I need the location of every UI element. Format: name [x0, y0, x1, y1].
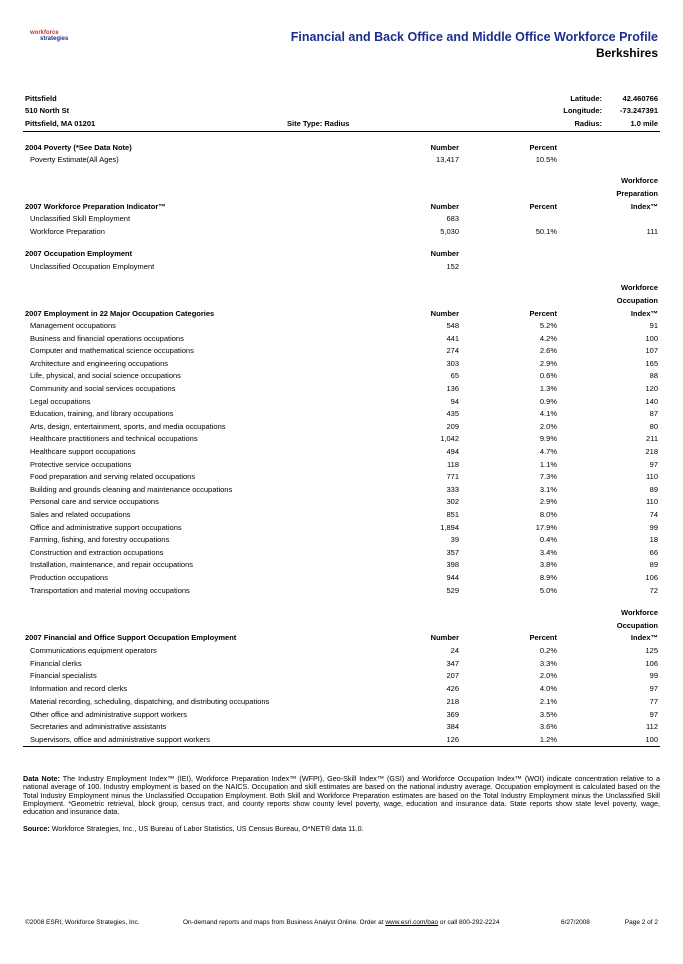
row-label: Legal occupations [30, 396, 91, 406]
divider [23, 131, 660, 132]
divider [23, 746, 660, 747]
location-city: Pittsfield, MA 01201 [25, 119, 96, 128]
table-row [0, 734, 683, 746]
row-label: Protective service occupations [30, 459, 132, 469]
row-label: Healthcare support occupations [30, 447, 136, 456]
row-percent: 2.9% [539, 358, 557, 368]
row-index: 100 [645, 333, 658, 343]
row-label: Unclassified Occupation Employment [30, 262, 155, 271]
location-street: 510 North St [25, 106, 70, 115]
row-label: Communications equipment operators [30, 646, 157, 655]
row-label: Computer and mathematical science occupations [30, 346, 194, 356]
row-percent: 3.8% [539, 560, 557, 570]
row-number: 274 [446, 346, 459, 356]
table-row [0, 484, 683, 496]
row-percent: 50.1% [535, 227, 557, 236]
row-label: Material recording, scheduling, dispatching, and distributing occupations [30, 696, 270, 706]
row-index: 110 [646, 497, 658, 507]
longitude-label: Longitude: [563, 106, 602, 115]
index-header-line: Workforce [621, 176, 658, 185]
row-number: 5,030 [440, 227, 459, 236]
table-row [0, 396, 683, 408]
occ-emp-header [0, 248, 683, 260]
site-type: Site Type: Radius [287, 119, 350, 128]
row-number: 39 [450, 535, 459, 545]
footer-ondemand-suffix: or call 800-292-2224 [438, 919, 500, 926]
index-header [0, 175, 683, 187]
row-percent: 4.0% [539, 684, 557, 694]
row-number: 302 [446, 497, 459, 507]
row-number: 529 [446, 585, 459, 595]
row-percent: 3.1% [539, 484, 557, 494]
row-number: 1,894 [440, 522, 459, 532]
row-index: 89 [649, 560, 658, 570]
column-header-number: Number [430, 249, 459, 258]
row-label: Production occupations [30, 573, 108, 582]
row-index: 100 [645, 734, 658, 744]
footer-copyright: ©2008 ESRI, Workforce Strategies, Inc. [25, 919, 140, 926]
section-title: 2007 Financial and Office Support Occupation Employment [25, 633, 237, 642]
row-percent: 4.7% [539, 447, 557, 456]
column-header-number: Number [430, 143, 459, 152]
table-row [0, 213, 683, 225]
table-row [0, 509, 683, 521]
row-percent: 2.6% [539, 346, 557, 356]
fin-header [0, 632, 683, 644]
row-percent: 0.9% [539, 396, 557, 406]
row-index: 66 [649, 547, 658, 557]
row-index: 120 [645, 384, 658, 393]
row-number: 94 [450, 396, 459, 406]
report-subtitle: Berkshires [595, 46, 658, 60]
row-label: Poverty Estimate(All Ages) [30, 155, 119, 164]
row-number: 548 [446, 321, 459, 330]
row-label: Personal care and service occupations [30, 497, 159, 507]
row-percent: 2.1% [539, 696, 557, 706]
row-index: 106 [645, 573, 658, 582]
table-row [0, 446, 683, 458]
column-header-number: Number [430, 633, 459, 642]
section-title: 2007 Occupation Employment [25, 249, 133, 258]
table-row [0, 721, 683, 733]
table-row [0, 585, 683, 597]
row-index: 106 [645, 658, 658, 668]
footer-ondemand [183, 919, 500, 926]
row-label: Community and social services occupations [30, 384, 176, 393]
row-label: Sales and related occupations [30, 510, 131, 519]
data-note-label: Data Note: [23, 774, 60, 783]
table-row [0, 683, 683, 695]
row-index: 125 [645, 646, 658, 655]
row-index: 110 [646, 472, 658, 482]
row-percent: 0.2% [539, 646, 557, 655]
row-number: 1,042 [440, 434, 459, 444]
table-row [0, 522, 683, 534]
table-row [0, 383, 683, 395]
row-number: 683 [446, 214, 459, 223]
row-number: 152 [446, 262, 459, 271]
row-label: Healthcare practitioners and technical occupations [30, 434, 198, 444]
row-index: 89 [649, 484, 658, 494]
row-number: 369 [446, 709, 459, 719]
row-index: 88 [649, 371, 658, 381]
table-row [0, 696, 683, 708]
row-number: 209 [446, 421, 459, 431]
row-number: 24 [450, 646, 459, 655]
row-percent: 2.9% [539, 497, 557, 507]
row-index: 107 [645, 346, 658, 356]
column-header-percent: Percent [529, 143, 557, 152]
latitude-label: Latitude: [570, 94, 602, 103]
workforce-strategies-logo [30, 30, 80, 42]
row-percent: 5.2% [539, 321, 557, 330]
row-percent: 1.3% [539, 384, 557, 393]
row-percent: 2.0% [539, 671, 557, 681]
index-header-line: Index™ [630, 202, 658, 211]
table-row [0, 658, 683, 670]
row-label: Architecture and engineering occupations [30, 358, 169, 368]
row-number: 384 [446, 722, 459, 732]
row-number: 347 [446, 658, 459, 668]
row-label: Farming, fishing, and forestry occupations [30, 535, 170, 545]
row-number: 357 [446, 547, 459, 557]
row-index: 97 [649, 459, 658, 469]
row-index: 97 [649, 684, 658, 694]
index-header [0, 295, 683, 307]
row-percent: 5.0% [539, 585, 557, 595]
section-title: 2007 Employment in 22 Major Occupation Categories [25, 309, 215, 318]
row-number: 13,417 [436, 155, 459, 164]
row-label: Transportation and material moving occupations [30, 585, 190, 595]
source-text: Workforce Strategies, Inc., US Bureau of Labor Statistics, US Census Bureau, O*NET® data 11.0. [51, 824, 364, 833]
row-number: 118 [447, 459, 459, 469]
row-index: 140 [645, 396, 658, 406]
row-number: 398 [446, 560, 459, 570]
row-index: 74 [649, 510, 658, 519]
row-label: Life, physical, and social science occupations [30, 371, 181, 381]
row-label: Business and financial operations occupations [30, 333, 184, 343]
row-label: Building and grounds cleaning and maintenance occupations [30, 484, 233, 494]
row-number: 218 [446, 696, 459, 706]
row-number: 136 [446, 384, 459, 393]
row-label: Food preparation and serving related occupations [30, 472, 196, 482]
source-label: Source: [23, 824, 50, 833]
index-header-line: Preparation [616, 189, 658, 198]
table-row [0, 345, 683, 357]
column-header-number: Number [430, 202, 459, 211]
row-index: 218 [645, 447, 658, 456]
row-percent: 0.6% [539, 371, 557, 381]
row-index: 99 [649, 671, 658, 681]
table-row [0, 559, 683, 571]
row-percent: 3.6% [539, 722, 557, 732]
index-header-line: Index™ [630, 309, 658, 318]
table-row [0, 421, 683, 433]
row-index: 211 [646, 434, 658, 444]
poverty-header [0, 142, 683, 154]
major-header [0, 308, 683, 320]
row-percent: 4.1% [539, 409, 557, 419]
row-index: 72 [649, 585, 658, 595]
row-index: 80 [649, 421, 658, 431]
row-number: 65 [450, 371, 459, 381]
row-percent: 8.9% [539, 573, 557, 582]
column-header-percent: Percent [529, 309, 557, 318]
row-number: 333 [446, 484, 459, 494]
row-label: Installation, maintenance, and repair occupations [30, 560, 194, 570]
table-row [0, 572, 683, 584]
row-percent: 8.0% [539, 510, 557, 519]
index-header-line: Index™ [630, 633, 658, 642]
row-label: Financial specialists [30, 671, 97, 681]
table-row [0, 670, 683, 682]
table-row [0, 496, 683, 508]
row-percent: 4.2% [539, 333, 557, 343]
column-header-percent: Percent [529, 202, 557, 211]
index-header-line: Workforce [621, 608, 658, 617]
row-percent: 17.9% [535, 522, 557, 532]
footer-page: Page 2 of 2 [624, 919, 658, 926]
section-title: 2007 Workforce Preparation Indicator™ [25, 202, 166, 211]
table-row [0, 226, 683, 238]
section-title: 2004 Poverty (*See Data Note) [25, 143, 132, 152]
row-number: 303 [446, 358, 459, 368]
row-percent: 0.4% [539, 535, 557, 545]
index-header-line: Occupation [616, 296, 658, 305]
row-number: 494 [446, 447, 459, 456]
data-note-text: The Industry Employment Index™ (IEI), Workforce Preparation Index™ (WFPI), Geo-Skill Index™ (GSI) and Workforce Occupation Index™ (WOI) indicate concentration relative to a national average of 100. Industry employment is based on the NAICS. Occupation and skill estimates are based on the national industry average. Occupation employment is calculated based on the Total Industry Employment minus the Unclassified Occupation Employment. Both Skill and Workforce Preparation estimates are based on the Total Industry Employment minus the Unclassified Skill Employment. *Geometric retrieval, block group, census tract, and county reports show county level poverty, wage, education and insurance data. State reports show state level poverty, wage, education and insurance data. [23, 774, 660, 817]
index-header-line: Workforce [621, 283, 658, 292]
table-row [0, 320, 683, 332]
row-number: 207 [446, 671, 459, 681]
row-label: Workforce Preparation [30, 227, 105, 236]
table-row [0, 645, 683, 657]
table-row [0, 333, 683, 345]
row-number: 126 [446, 734, 459, 744]
table-row [0, 471, 683, 483]
row-label: Office and administrative support occupations [30, 522, 182, 532]
index-header [0, 282, 683, 294]
row-percent: 9.9% [539, 434, 557, 444]
row-index: 97 [649, 709, 658, 719]
table-row [0, 433, 683, 445]
index-header [0, 188, 683, 200]
row-label: Other office and administrative support workers [30, 709, 188, 719]
source-note [23, 825, 660, 833]
row-index: 99 [649, 522, 658, 532]
index-header [0, 607, 683, 619]
row-label: Unclassified Skill Employment [30, 214, 131, 223]
prep-header [0, 201, 683, 213]
row-percent: 1.2% [539, 734, 557, 744]
row-index: 91 [649, 321, 658, 330]
footer-ondemand-prefix: On-demand reports and maps from Business Analyst Online. Order at [183, 919, 386, 926]
row-label: Construction and extraction occupations [30, 547, 164, 557]
table-row [0, 370, 683, 382]
row-number: 435 [446, 409, 459, 419]
row-number: 426 [446, 684, 459, 694]
bao-link[interactable]: www.esri.com/bao [385, 919, 439, 926]
data-note [23, 775, 660, 816]
table-row [0, 154, 683, 166]
row-number: 771 [446, 472, 459, 482]
row-percent: 7.3% [539, 472, 557, 482]
table-row [0, 459, 683, 471]
row-label: Financial clerks [30, 658, 82, 668]
longitude-value: -73.247391 [620, 106, 658, 115]
index-header-line: Occupation [616, 621, 658, 630]
row-index: 112 [646, 722, 658, 732]
table-row [0, 534, 683, 546]
row-label: Supervisors, office and administrative support workers [30, 734, 210, 744]
index-header [0, 620, 683, 632]
row-label: Information and record clerks [30, 684, 128, 694]
column-header-percent: Percent [529, 633, 557, 642]
row-number: 441 [446, 333, 459, 343]
row-label: Management occupations [30, 321, 116, 330]
row-percent: 1.1% [539, 459, 557, 469]
row-number: 851 [446, 510, 459, 519]
row-index: 111 [646, 227, 658, 236]
row-percent: 3.5% [539, 709, 557, 719]
table-row [0, 261, 683, 273]
table-row [0, 408, 683, 420]
row-index: 87 [649, 409, 658, 419]
table-row [0, 547, 683, 559]
latitude-value: 42.460766 [622, 94, 658, 103]
radius-label: Radius: [574, 119, 602, 128]
column-header-number: Number [430, 309, 459, 318]
table-row [0, 358, 683, 370]
row-percent: 3.3% [539, 658, 557, 668]
row-percent: 2.0% [539, 421, 557, 431]
location-name: Pittsfield [25, 94, 57, 103]
row-index: 77 [649, 696, 658, 706]
row-index: 18 [649, 535, 658, 545]
row-number: 944 [446, 573, 459, 582]
row-percent: 3.4% [539, 547, 557, 557]
radius-value: 1.0 mile [630, 119, 658, 128]
row-label: Arts, design, entertainment, sports, and media occupations [30, 421, 226, 431]
row-label: Education, training, and library occupations [30, 409, 174, 419]
row-percent: 10.5% [535, 155, 557, 164]
row-label: Secretaries and administrative assistants [30, 722, 167, 732]
footer-date: 6/27/2008 [561, 919, 590, 926]
row-index: 165 [645, 358, 658, 368]
report-title: Financial and Back Office and Middle Office Workforce Profile [290, 30, 658, 44]
logo-line-2: strategies [40, 36, 69, 42]
logo-line-1: workforce [30, 30, 59, 36]
table-row [0, 709, 683, 721]
